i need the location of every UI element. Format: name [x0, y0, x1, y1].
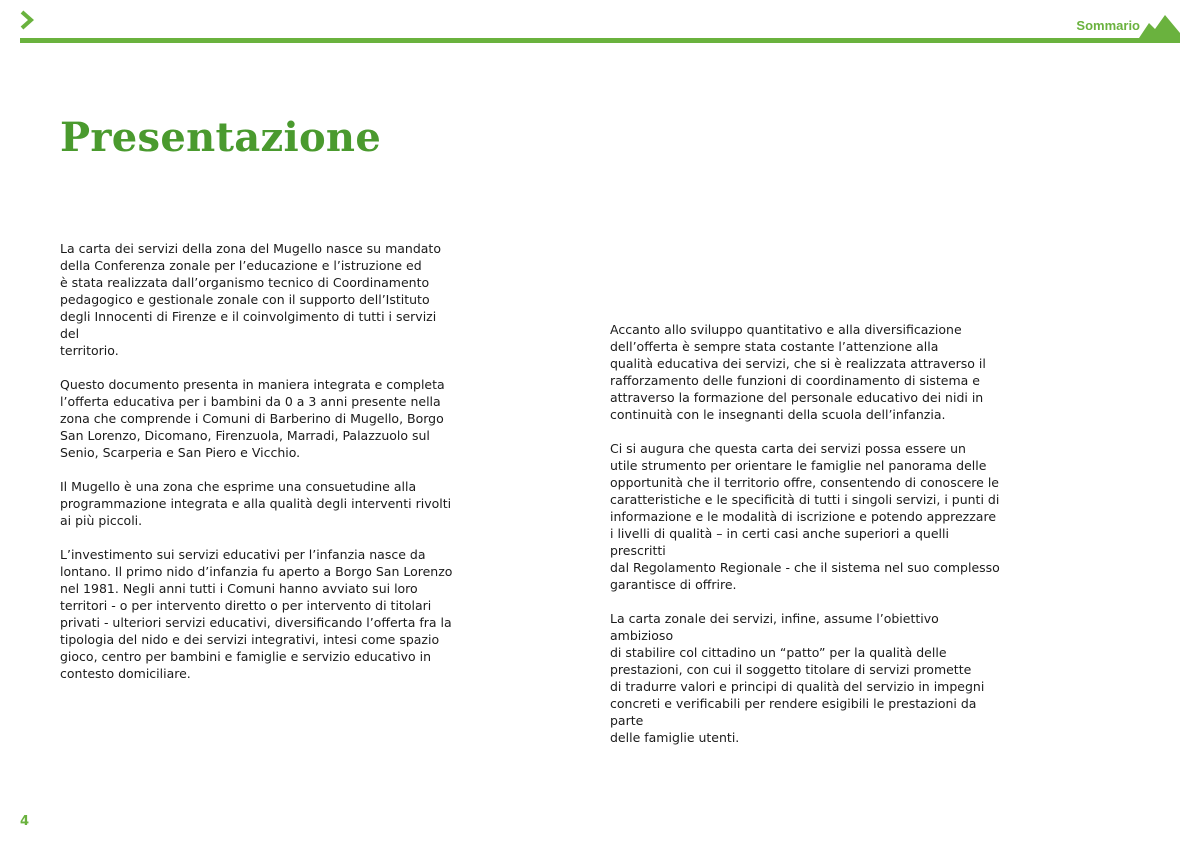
- paragraph: Questo documento presenta in maniera integrata e completa l’offerta educativa per i bambini da 0 a 3 anni presente nella zona che comprende i Comuni di Barberino di Mugello, Borgo San Lorenzo, Dicomano, Firenzuola, Marradi, Palazzuolo sul Senio, Scarperia e San Piero e Vicchio.: [60, 377, 445, 460]
- left-column: [60, 240, 455, 699]
- mountain-icon: [1137, 15, 1180, 41]
- paragraph: Accanto allo sviluppo quantitativo e alla diversificazione dell’offerta è sempre stata costante l’attenzione alla qualità educativa dei servizi, che si è realizzata attraverso il rafforzamento delle funzioni di coordinamento di sistema e attraverso la formazione del personale educativo dei nidi in continuità con le insegnanti della scuola dell’infanzia.: [610, 322, 986, 422]
- sommario-link[interactable]: Sommario: [1076, 18, 1140, 33]
- paragraph: Il Mugello è una zona che esprime una consuetudine alla programmazione integrata e alla qualità degli interventi rivolti ai più piccoli.: [60, 479, 452, 528]
- page-number: 4: [20, 814, 30, 829]
- chevron-right-icon: [20, 10, 34, 30]
- paragraph: Ci si augura che questa carta dei servizi possa essere un utile strumento per orientare le famiglie nel panorama delle opportunità che il territorio offre, consentendo di conoscere le caratteristiche e le specificità di tutti i singoli servizi, i punti di informazione e le modalità di iscrizione e potendo apprezzare i livelli di qualità – in certi casi anche superiori a quelli prescritti dal Regolamento Regionale - che il sistema nel suo complesso garantisce di offrire.: [610, 441, 1000, 592]
- paragraph: L’investimento sui servizi educativi per l’infanzia nasce da lontano. Il primo nido d’infanzia fu aperto a Borgo San Lorenzo nel 1981. Negli anni tutti i Comuni hanno avviato sui loro territori - o per intervento diretto o per intervento di titolari privati - ulteriori servizi educativi, diversificando l’offerta fra la tipologia del nido e dei servizi integrativi, intesi come spazio gioco, centro per bambini e famiglie e servizio educativo in contesto domiciliare.: [60, 547, 453, 681]
- page-title: Presentazione: [60, 114, 382, 161]
- paragraph: La carta zonale dei servizi, infine, assume l’obiettivo ambizioso di stabilire col cittadino un “patto” per la qualità delle prestazioni, con cui il soggetto titolare di servizi promette di tradurre valori e principi di qualità del servizio in impegni concreti e verificabili per rendere esigibili le prestazioni da parte delle famiglie utenti.: [610, 611, 985, 745]
- header-rule: [20, 38, 1180, 43]
- right-column: [610, 321, 1005, 763]
- paragraph: La carta dei servizi della zona del Mugello nasce su mandato della Conferenza zonale per l’educazione e l’istruzione ed è stata realizzata dall’organismo tecnico di Coordinamento pedagogico e gestionale zonale con il supporto dell’Istituto degli Innocenti di Firenze e il coinvolgimento di tutti i servizi del territorio.: [60, 241, 441, 358]
